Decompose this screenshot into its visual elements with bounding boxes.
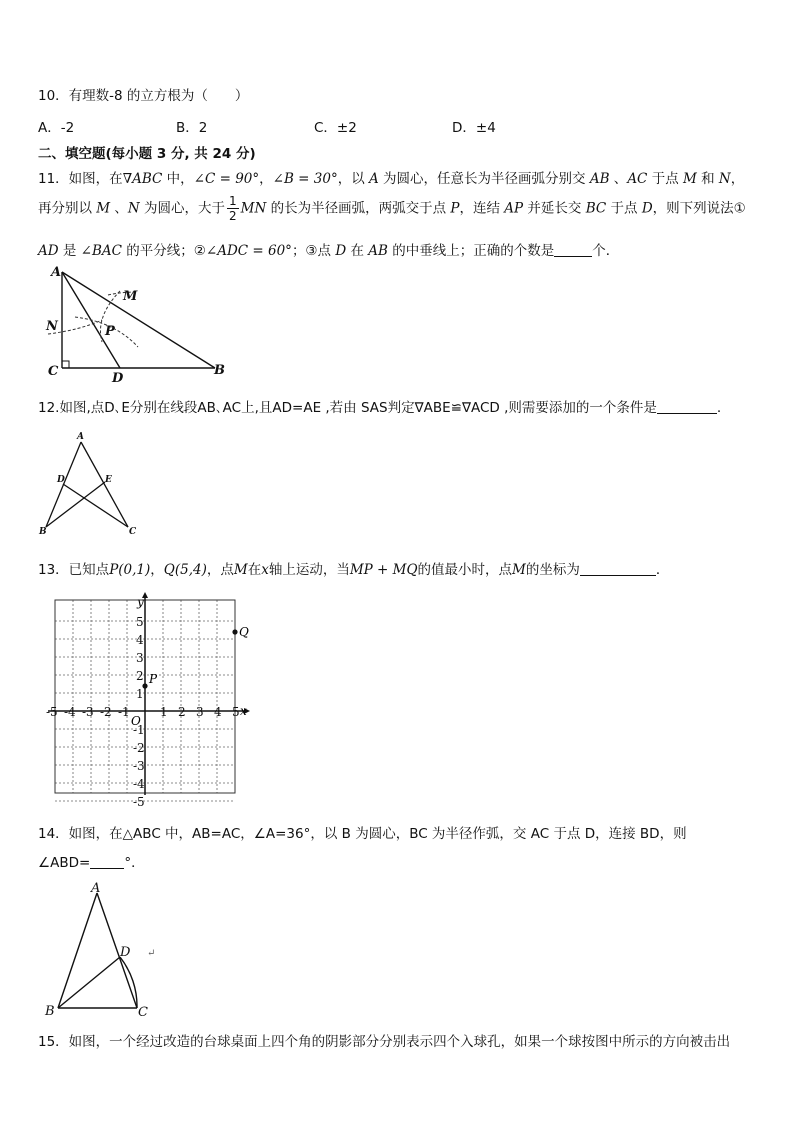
point-q-label: Q <box>239 625 249 639</box>
label-n: N <box>46 319 58 334</box>
point-q <box>232 629 237 634</box>
segment-cd <box>63 484 128 527</box>
label-d: D <box>120 945 131 960</box>
y-tick-label: 2 <box>136 669 144 683</box>
q12-text: 12.如图,点D､E分别在线段AB､AC上,且AD=AE ,若由 SAS判定∇ABE≌∇ACD ,则需要添加的一个条件是 . <box>38 400 722 416</box>
fraction-one-half: $\frac{1}{2}$ <box>229 194 237 223</box>
origin-label: O <box>131 714 141 728</box>
point-p-label: P <box>149 672 158 686</box>
q11-answer-blank[interactable] <box>554 242 592 257</box>
q12-figure <box>36 430 146 540</box>
label-b: B <box>45 1004 55 1019</box>
q11-line-2: 再分别以 M 、N 为圆心，大于 $\frac{1}{2}$ MN 的长为半径画弧，两弧交于点 P，连结 AP 并延长交 BC 于点 D，则下列说法① <box>38 194 746 223</box>
return-mark-icon: ↵ <box>147 948 156 959</box>
q10-option-d: D．±4 <box>452 120 496 136</box>
q11-line-1: 11．如图，在∇ABC 中，∠C = 90°，∠B = 30°，以 A 为圆心，任意长为半径画弧分别交 AB 、AC 于点 M 和 N， <box>38 171 745 187</box>
y-axis-label: y <box>137 595 144 609</box>
label-c: C <box>129 527 137 537</box>
label-c: C <box>48 364 59 379</box>
y-tick-label: -3 <box>133 759 145 773</box>
q10-stem: 10．有理数-8 的立方根为（ ） <box>38 88 249 104</box>
x-tick-label: 4 <box>214 705 222 719</box>
segment-ab <box>58 893 97 1008</box>
x-tick-label: -2 <box>100 705 112 719</box>
x-axis-label: x <box>240 704 247 718</box>
label-b: B <box>214 363 225 378</box>
y-tick-label: 4 <box>136 633 144 647</box>
x-tick-label: -3 <box>82 705 94 719</box>
label-c: C <box>138 1005 148 1020</box>
label-a: A <box>51 265 62 280</box>
x-tick-label: -1 <box>118 705 130 719</box>
q10-option-b: B．2 <box>176 120 208 136</box>
q14-line-1: 14．如图，在△ABC 中，AB=AC，∠A=36°，以 B 为圆心，BC 为半径作弧，交 AC 于点 D，连接 BD，则 <box>38 826 687 842</box>
x-tick-label: 1 <box>160 705 168 719</box>
q15-text: 15．如图，一个经过改造的台球桌面上四个角的阴影部分分别表示四个入球孔，如果一个球按图中所示的方向被击出 <box>38 1034 731 1050</box>
q12-answer-blank[interactable] <box>657 399 717 414</box>
q10-option-c: C．±2 <box>314 120 357 136</box>
x-tick-label: 2 <box>178 705 186 719</box>
y-tick-label: -4 <box>133 777 145 791</box>
q11-line-3: AD 是 ∠BAC 的平分线；②∠ADC = 60°；③点 D 在 AB 的中垂线上；正确的个数是 个． <box>38 243 620 259</box>
y-tick-label: 3 <box>136 651 144 665</box>
point-p <box>142 683 147 688</box>
section-title: 二、填空题(每小题 3 分, 共 24 分) <box>38 146 256 162</box>
q11-figure <box>40 262 230 387</box>
q14-figure <box>40 883 180 1023</box>
x-tick-label: 3 <box>196 705 204 719</box>
q14-answer-blank[interactable] <box>90 854 124 869</box>
q13-text: 13．已知点P(0,1)，Q(5,4)，点M在x轴上运动，当MP + MQ的值最小时，点M的坐标为 ． <box>38 562 670 578</box>
segment-ac <box>97 893 137 1008</box>
label-b: B <box>39 527 47 537</box>
q10-option-a: A．-2 <box>38 120 75 136</box>
label-e: E <box>105 475 112 485</box>
y-tick-label: -1 <box>133 723 145 737</box>
y-tick-label: 5 <box>136 615 144 629</box>
label-p: P <box>105 324 115 339</box>
label-a: A <box>91 881 101 896</box>
y-tick-label: -2 <box>133 741 145 755</box>
x-tick-label: 5 <box>232 705 240 719</box>
x-tick-label: -5 <box>46 705 58 719</box>
y-tick-label: 1 <box>136 687 144 701</box>
q14-line-2: ∠ABD= °． <box>38 855 145 871</box>
label-d: D <box>57 475 65 485</box>
q13-answer-blank[interactable] <box>580 561 656 576</box>
label-d: D <box>112 371 124 386</box>
x-tick-label: -4 <box>64 705 76 719</box>
label-a: A <box>77 432 84 442</box>
q13-coordinate-grid <box>46 595 261 809</box>
y-tick-label: -5 <box>133 795 145 809</box>
label-m: M <box>123 289 138 304</box>
segment-ab <box>62 272 215 368</box>
right-angle-mark <box>62 361 69 368</box>
